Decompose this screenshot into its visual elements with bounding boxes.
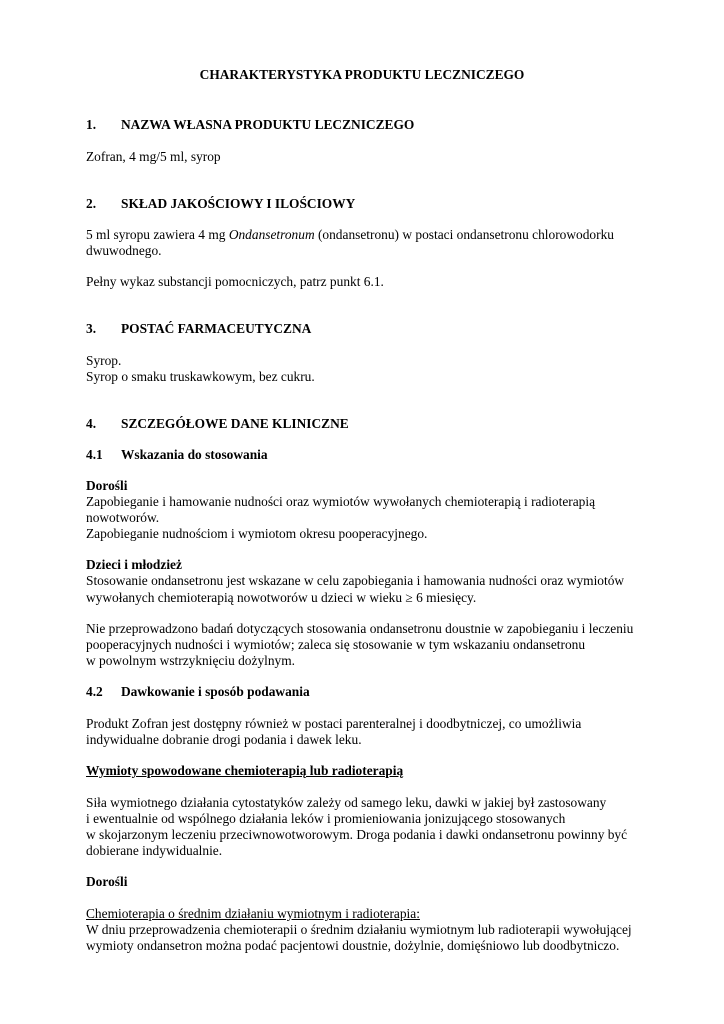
indications-adults-line-2: nowotworów. — [86, 510, 160, 525]
form-line-2: Syrop o smaku truskawkowym, bez cukru. — [86, 369, 315, 384]
section-4-1-heading: Wskazania do stosowania — [121, 447, 268, 462]
dosage-adults-label: Dorośli — [86, 874, 128, 889]
cytostatics-line-2: i ewentualnie od wspólnego działania leków i promieniowania jonizującego stosowanych — [86, 811, 566, 826]
indications-children-label: Dzieci i młodzież — [86, 557, 182, 572]
composition-italic: Ondansetronum — [228, 227, 315, 242]
composition-line-1 — [86, 227, 614, 243]
section-4-1-number: 4.1 — [86, 447, 103, 462]
indications-adults-label: Dorośli — [86, 478, 128, 493]
moderate-chemo-heading: Chemioterapia o średnim działaniu wymiotnym i radioterapia: — [86, 906, 420, 921]
form-line-1: Syrop. — [86, 353, 122, 368]
section-1-number: 1. — [86, 117, 97, 132]
composition-line-2: dwuwodnego. — [86, 243, 162, 258]
excipients-text: Pełny wykaz substancji pomocniczych, patrz punkt 6.1. — [86, 274, 384, 289]
dosage-intro-line-1: Produkt Zofran jest dostępny również w postaci parenteralnej i doodbytniczej, co umożliwia — [86, 716, 582, 731]
composition-pre: 5 ml syropu zawiera 4 mg — [86, 227, 229, 242]
section-2-number: 2. — [86, 196, 97, 211]
dosage-intro-line-2: indywidualne dobranie drogi podania i dawek leku. — [86, 732, 362, 747]
section-4-heading: SZCZEGÓŁOWE DANE KLINICZNE — [121, 416, 349, 431]
section-2-heading: SKŁAD JAKOŚCIOWY I ILOŚCIOWY — [121, 196, 356, 211]
cytostatics-line-1: Siła wymiotnego działania cytostatyków zależy od samego leku, dawki w jakiej był zastosowany — [86, 795, 607, 810]
indications-children-line-2: wywołanych chemioterapią nowotworów u dzieci w wieku ≥ 6 miesięcy. — [86, 590, 477, 605]
section-1-heading: NAZWA WŁASNA PRODUKTU LECZNICZEGO — [121, 117, 415, 132]
section-3-number: 3. — [86, 321, 97, 336]
no-studies-line-3: w powolnym wstrzyknięciu dożylnym. — [86, 653, 296, 668]
composition-post: (ondansetronu) w postaci ondansetronu chlorowodorku — [314, 227, 614, 242]
indications-adults-line-1: Zapobieganie i hamowanie nudności oraz wymiotów wywołanych chemioterapią i radioterapią — [86, 494, 596, 509]
no-studies-line-1: Nie przeprowadzono badań dotyczących stosowania ondansetronu doustnie w zapobieganiu i leczeniu — [86, 621, 634, 636]
section-3-heading: POSTAĆ FARMACEUTYCZNA — [121, 321, 312, 336]
section-4-2-number: 4.2 — [86, 684, 103, 699]
section-4-number: 4. — [86, 416, 97, 431]
section-4-2-heading: Dawkowanie i sposób podawania — [121, 684, 310, 699]
indications-adults-line-3: Zapobieganie nudnościom i wymiotom okresu pooperacyjnego. — [86, 526, 428, 541]
moderate-chemo-line-2: wymioty ondansetron można podać pacjentowi doustnie, dożylnie, domięśniowo lub doodbytniczo. — [86, 938, 620, 953]
chemo-vomiting-heading: Wymioty spowodowane chemioterapią lub radioterapią — [86, 763, 404, 778]
product-name-text: Zofran, 4 mg/5 ml, syrop — [86, 149, 221, 164]
no-studies-line-2: pooperacyjnych nudności i wymiotów; zaleca się stosowanie w tym wskazaniu ondansetronu — [86, 637, 586, 652]
document-title: CHARAKTERYSTYKA PRODUKTU LECZNICZEGO — [199, 67, 525, 82]
indications-children-line-1: Stosowanie ondansetronu jest wskazane w celu zapobiegania i hamowania nudności oraz wymiotów — [86, 573, 625, 588]
cytostatics-line-4: dobierane indywidualnie. — [86, 843, 223, 858]
moderate-chemo-line-1: W dniu przeprowadzenia chemioterapii o średnim działaniu wymiotnym lub radioterapii wywołującej — [86, 922, 632, 937]
cytostatics-line-3: w skojarzonym leczeniu przeciwnowotworowym. Droga podania i dawki ondansetronu powinny być — [86, 827, 628, 842]
